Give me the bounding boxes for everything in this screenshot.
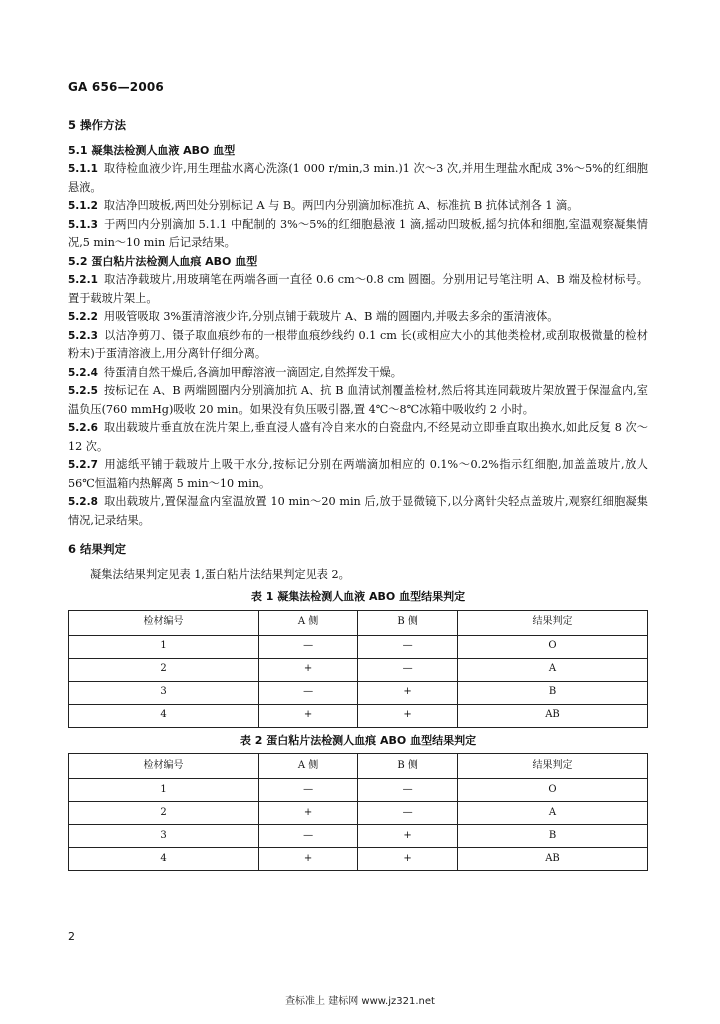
table-cell: — — [358, 779, 458, 802]
table-cell: — — [259, 681, 358, 704]
clause-5-2-5 — [68, 382, 648, 419]
section-5-2-title: 5.2 蛋白粘片法检测人血痕 ABO 血型 — [68, 254, 258, 268]
table-1-title: 表 1 凝集法检测人血液 ABO 血型结果判定 — [250, 590, 466, 603]
table-header-row — [69, 754, 648, 779]
clause-5-2-3 — [68, 327, 648, 364]
table-cell: B — [457, 825, 647, 848]
document-id: GA 656—2006 — [68, 80, 164, 94]
clause-5-2-6 — [68, 419, 648, 456]
clause-text: 取出载玻片,置保湿盒内室温放置 10 min～20 min 后,放于显微镜下,以分离针尖轻点盖玻片,观察红细胞凝集情况,记录结果。 — [68, 495, 648, 527]
table-cell: + — [358, 825, 458, 848]
clause-number: 5.2.4 — [68, 366, 98, 379]
clause-text: 用吸管吸取 3%蛋清溶液少许,分别点铺于载玻片 A、B 端的圆圈内,并吸去多余的蛋清液体。 — [103, 310, 559, 323]
clause-5-2-2 — [68, 308, 648, 327]
table-row — [69, 635, 648, 658]
table-cell: 2 — [69, 802, 259, 825]
table-cell: 1 — [69, 779, 259, 802]
clause-number: 5.1.2 — [68, 200, 98, 212]
clause-text: 于两凹内分别滴加 5.1.1 中配制的 3%～5%的红细胞悬液 1 滴,摇动凹玻板,摇匀抗体和细胞,室温观察凝集情况,5 min～10 min 后记录结果。 — [68, 217, 648, 249]
clause-number: 5.2.5 — [68, 385, 98, 397]
table-row — [69, 704, 648, 727]
table-row — [69, 658, 648, 681]
column-header: 结果判定 — [457, 754, 647, 779]
clause-text: 按标记在 A、B 两端圆圈内分别滴加抗 A、抗 B 血清试剂覆盖检材,然后将其连同载玻片架放置于保湿盒内,室温负压(760 mmHg)吸收 20 min。如果没有负压吸引器,置 4℃～8℃冰箱中吸收约 2 小时。 — [68, 384, 648, 416]
table-2-title: 表 2 蛋白粘片法检测人血痕 ABO 血型结果判定 — [239, 733, 477, 747]
table-cell: 2 — [69, 658, 259, 681]
column-header: 检材编号 — [69, 610, 259, 635]
document-body — [68, 116, 648, 871]
table-1 — [68, 610, 648, 728]
clause-text: 取待检血液少许,用生理盐水离心洗涤(1 000 r/min,3 min.)1 次～3 次,并用生理盐水配成 3%～5%的红细胞悬液。 — [68, 162, 648, 194]
clause-5-1-2 — [68, 197, 648, 216]
table-row — [69, 802, 648, 825]
clause-text: 用滤纸平铺于载玻片上吸干水分,按标记分别在两端滴加相应的 0.1%～0.2%指示红细胞,加盖盖玻片,放人 56℃恒温箱内热解离 5 min～10 min。 — [68, 458, 648, 490]
table-cell: 4 — [69, 848, 259, 871]
watermark-text: 查标准上 建标网 www.jz321.net — [285, 996, 435, 1007]
table-cell: O — [457, 779, 647, 802]
table-cell: — — [259, 635, 358, 658]
column-header: A 侧 — [259, 610, 358, 635]
table-cell: A — [457, 658, 647, 681]
table-cell: — — [358, 635, 458, 658]
table-2 — [68, 753, 648, 871]
clause-number: 5.2.6 — [68, 422, 98, 434]
column-header: A 侧 — [259, 754, 358, 779]
clause-5-1-1 — [68, 160, 648, 197]
clause-text: 取洁净凹玻板,两凹处分别标记 A 与 B。两凹内分别滴加标准抗 A、标准抗 B 抗体试剂各 1 滴。 — [103, 199, 579, 212]
section-6-title: 6 结果判定 — [68, 542, 127, 556]
table-cell: — — [358, 802, 458, 825]
table-cell: 1 — [69, 635, 259, 658]
table-cell: O — [457, 635, 647, 658]
table-cell: + — [259, 658, 358, 681]
table-row — [69, 825, 648, 848]
table-cell: AB — [457, 848, 647, 871]
clause-text: 以洁净剪刀、镊子取血痕纱布的一根带血痕纱线约 0.1 cm 长(或相应大小的其他类检材,或刮取极微量的检材粉末)于蛋清溶液上,用分离针仔细分离。 — [68, 328, 648, 360]
column-header: B 侧 — [358, 754, 458, 779]
table-cell: — — [358, 658, 458, 681]
column-header: 检材编号 — [69, 754, 259, 779]
section-5-2-items — [68, 271, 648, 530]
table-cell: B — [457, 681, 647, 704]
section-5-1-title: 5.1 凝集法检测人血液 ABO 血型 — [68, 143, 236, 157]
table-cell: 4 — [69, 704, 259, 727]
page-number: 2 — [68, 930, 75, 943]
column-header: B 侧 — [358, 610, 458, 635]
table-cell: — — [259, 825, 358, 848]
table-cell: + — [358, 681, 458, 704]
clause-number: 5.2.8 — [68, 496, 98, 508]
table-cell: + — [358, 704, 458, 727]
clause-5-2-1 — [68, 271, 648, 308]
table-cell: AB — [457, 704, 647, 727]
clause-5-2-4 — [68, 364, 648, 383]
clause-number: 5.2.2 — [68, 311, 98, 323]
clause-5-1-3 — [68, 216, 648, 253]
section-6-intro: 凝集法结果判定见表 1,蛋白粘片法结果判定见表 2。 — [90, 567, 350, 581]
clause-text: 待蛋清自然干燥后,各滴加甲醇溶液一滴固定,自然挥发干燥。 — [103, 365, 402, 379]
clause-number: 5.1.3 — [68, 218, 98, 231]
clause-text: 取出载玻片垂直放在洗片架上,垂直浸人盛有冷自来水的白瓷盘内,不经晃动立即垂直取出换水,如此反复 8 次～12 次。 — [68, 421, 648, 453]
clause-text: 取洁净载玻片,用玻璃笔在两端各画一直径 0.6 cm～0.8 cm 圆圈。分别用记号笔注明 A、B 端及检材标号。置于载玻片架上。 — [68, 273, 648, 305]
table-row — [69, 848, 648, 871]
clause-number: 5.1.1 — [68, 163, 98, 175]
table-cell: A — [457, 802, 647, 825]
clause-number: 5.2.1 — [68, 274, 98, 286]
table-cell: + — [259, 704, 358, 727]
column-header: 结果判定 — [457, 610, 647, 635]
table-cell: + — [259, 802, 358, 825]
clause-number: 5.2.3 — [68, 329, 98, 342]
table-cell: 3 — [69, 825, 259, 848]
clause-5-2-7 — [68, 456, 648, 493]
table-cell: — — [259, 779, 358, 802]
section-5-1-items — [68, 160, 648, 253]
clause-5-2-8 — [68, 493, 648, 530]
table-header-row — [69, 610, 648, 635]
section-5-title: 5 操作方法 — [68, 118, 127, 132]
table-row — [69, 779, 648, 802]
table-cell: 3 — [69, 681, 259, 704]
table-row — [69, 681, 648, 704]
clause-number: 5.2.7 — [68, 459, 98, 471]
table-cell: + — [259, 848, 358, 871]
table-cell: + — [358, 848, 458, 871]
